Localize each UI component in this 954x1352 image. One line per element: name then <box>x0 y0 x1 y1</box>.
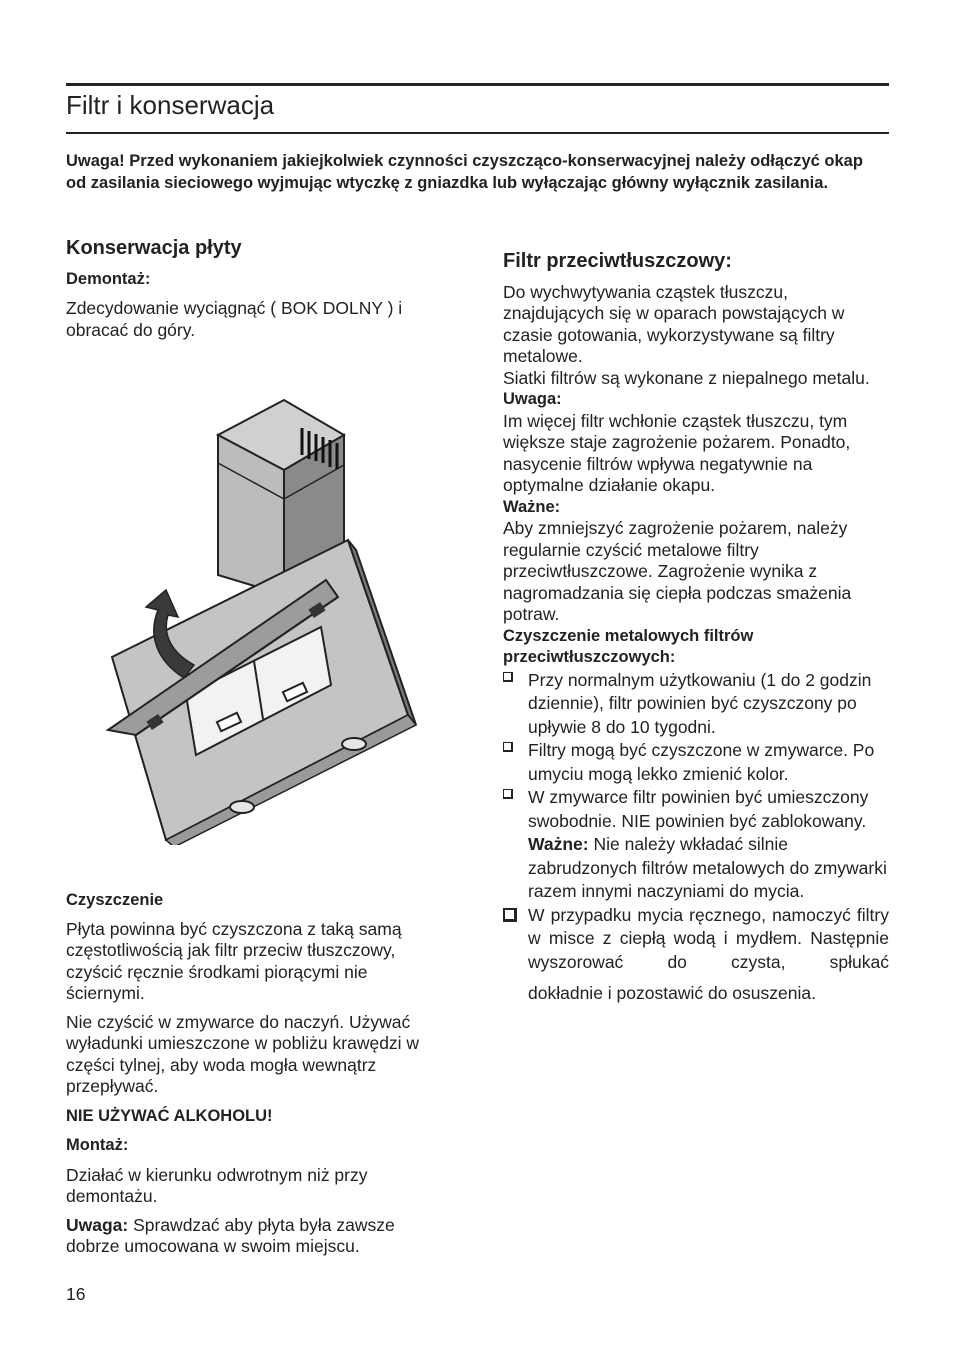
cleaning-label: Czyszczenie <box>66 891 164 909</box>
bullet-2-text: Filtry mogą być czyszczone w zmywarce. Po umyciu mogą lekko zmienić kolor. <box>528 740 875 784</box>
mount-text: Działać w kierunku odwrotnym niż przy demontażu. <box>66 1164 368 1206</box>
no-alcohol-warning: NIE UŻYWAĆ ALKOHOLU! <box>66 1106 273 1125</box>
filter-important-text: Aby zmniejszyć zagrożenie pożarem, należy regularnie czyścić metalowe filtry przeciwtłuszczowe. Zagrożenie wynika z nagromadzania się ciepła podczas smażenia potraw. <box>503 518 852 624</box>
note-text: Sprawdzać aby płyta była zawsze dobrze umocowana w swoim miejscu. <box>66 1214 395 1256</box>
top-rule <box>66 83 889 86</box>
checkbox-bullet-icon <box>503 742 513 752</box>
safety-warning: Uwaga! Przed wykonaniem jakiejkolwiek czynności czyszcząco-konserwacyjnej należy odłączyć okap od zasilania sieciowego wyjmując wtyczkę z gniazdka lub wyłączając główny wyłącznik zasilania. <box>66 152 863 192</box>
hood-panel-illustration <box>106 395 426 845</box>
checkbox-bullet-icon <box>503 672 513 682</box>
filter-note-label: Uwaga: <box>503 390 562 408</box>
right-column <box>503 251 889 1006</box>
title-underline <box>66 132 889 134</box>
bullet-3-text: W zmywarce filtr powinien być umieszczony swobodnie. NIE powinien być zablokowany. <box>528 787 869 831</box>
bullet-item <box>503 739 889 786</box>
bullet-1-text: Przy normalnym użytkowaniu (1 do 2 godzin dziennie), filtr powinien być czyszczony po upływie 8 do 10 tygodni. <box>528 669 872 737</box>
filter-intro-2: Siatki filtrów są wykonane z niepalnego metalu. <box>503 367 870 388</box>
note-paragraph <box>66 1215 451 1258</box>
left-column-lower <box>66 890 451 1258</box>
bullet-item <box>503 786 889 904</box>
page-number: 16 <box>66 1284 86 1304</box>
grease-filter-heading: Filtr przeciwtłuszczowy: <box>503 250 732 272</box>
bullet-item <box>503 904 889 1006</box>
bullet-3-important-label: Ważne: <box>528 834 589 854</box>
bullet-4-text: W przypadku mycia ręcznego, namoczyć filtry w misce z ciepłą wodą i mydłem. Następnie wyszorować do czysta, spłukać <box>528 904 889 972</box>
bullet-item <box>503 669 889 740</box>
dismount-text: Zdecydowanie wyciągnąć ( BOK DOLNY ) i obracać do góry. <box>66 298 403 340</box>
filter-intro-1: Do wychwytywania cząstek tłuszczu, znajdujących się w oparach powstających w czasie gotowania, wykorzystywane są filtry metalowe. <box>503 281 845 366</box>
cleaning-text-1: Płyta powinna być czyszczona z taką samą częstotliwością jak filtr przeciw tłuszczowy, czyścić ręcznie środkami piorącymi nie ściernymi. <box>66 918 402 1003</box>
note-label: Uwaga: <box>66 1214 129 1235</box>
filter-note-text: Im więcej filtr wchłonie cząstek tłuszczu, tym większe staje zagrożenie pożarem. Ponadto, nasycenie filtrów wpływa negatywnie na optymalne działanie okapu. <box>503 410 851 495</box>
checkbox-bullet-icon <box>503 908 517 922</box>
cleaning-bullet-list <box>503 669 889 1006</box>
left-column <box>66 238 451 341</box>
page-title: Filtr i konserwacja <box>66 90 275 120</box>
bullet-4-end-text: dokładnie i pozostawić do osuszenia. <box>528 983 816 1003</box>
mount-label: Montaż: <box>66 1136 129 1154</box>
checkbox-bullet-icon <box>503 789 513 799</box>
panel-maintenance-heading: Konserwacja płyty <box>66 237 242 259</box>
metal-filter-cleaning-heading: Czyszczenie metalowych filtrów przeciwtłuszczowych: <box>503 626 754 666</box>
dismount-label: Demontaż: <box>66 269 151 288</box>
cleaning-text-2: Nie czyścić w zmywarce do naczyń. Używać wyładunki umieszczone w pobliżu krawędzi w części tylnej, aby woda mogła wewnątrz przepływać. <box>66 1011 420 1096</box>
bullet-3-important <box>528 833 889 904</box>
bullet-3-important-text: Nie należy wkładać silnie zabrudzonych filtrów metalowych do zmywarki razem innymi naczyniami do mycia. <box>528 834 887 901</box>
filter-important-label: Ważne: <box>503 497 561 516</box>
